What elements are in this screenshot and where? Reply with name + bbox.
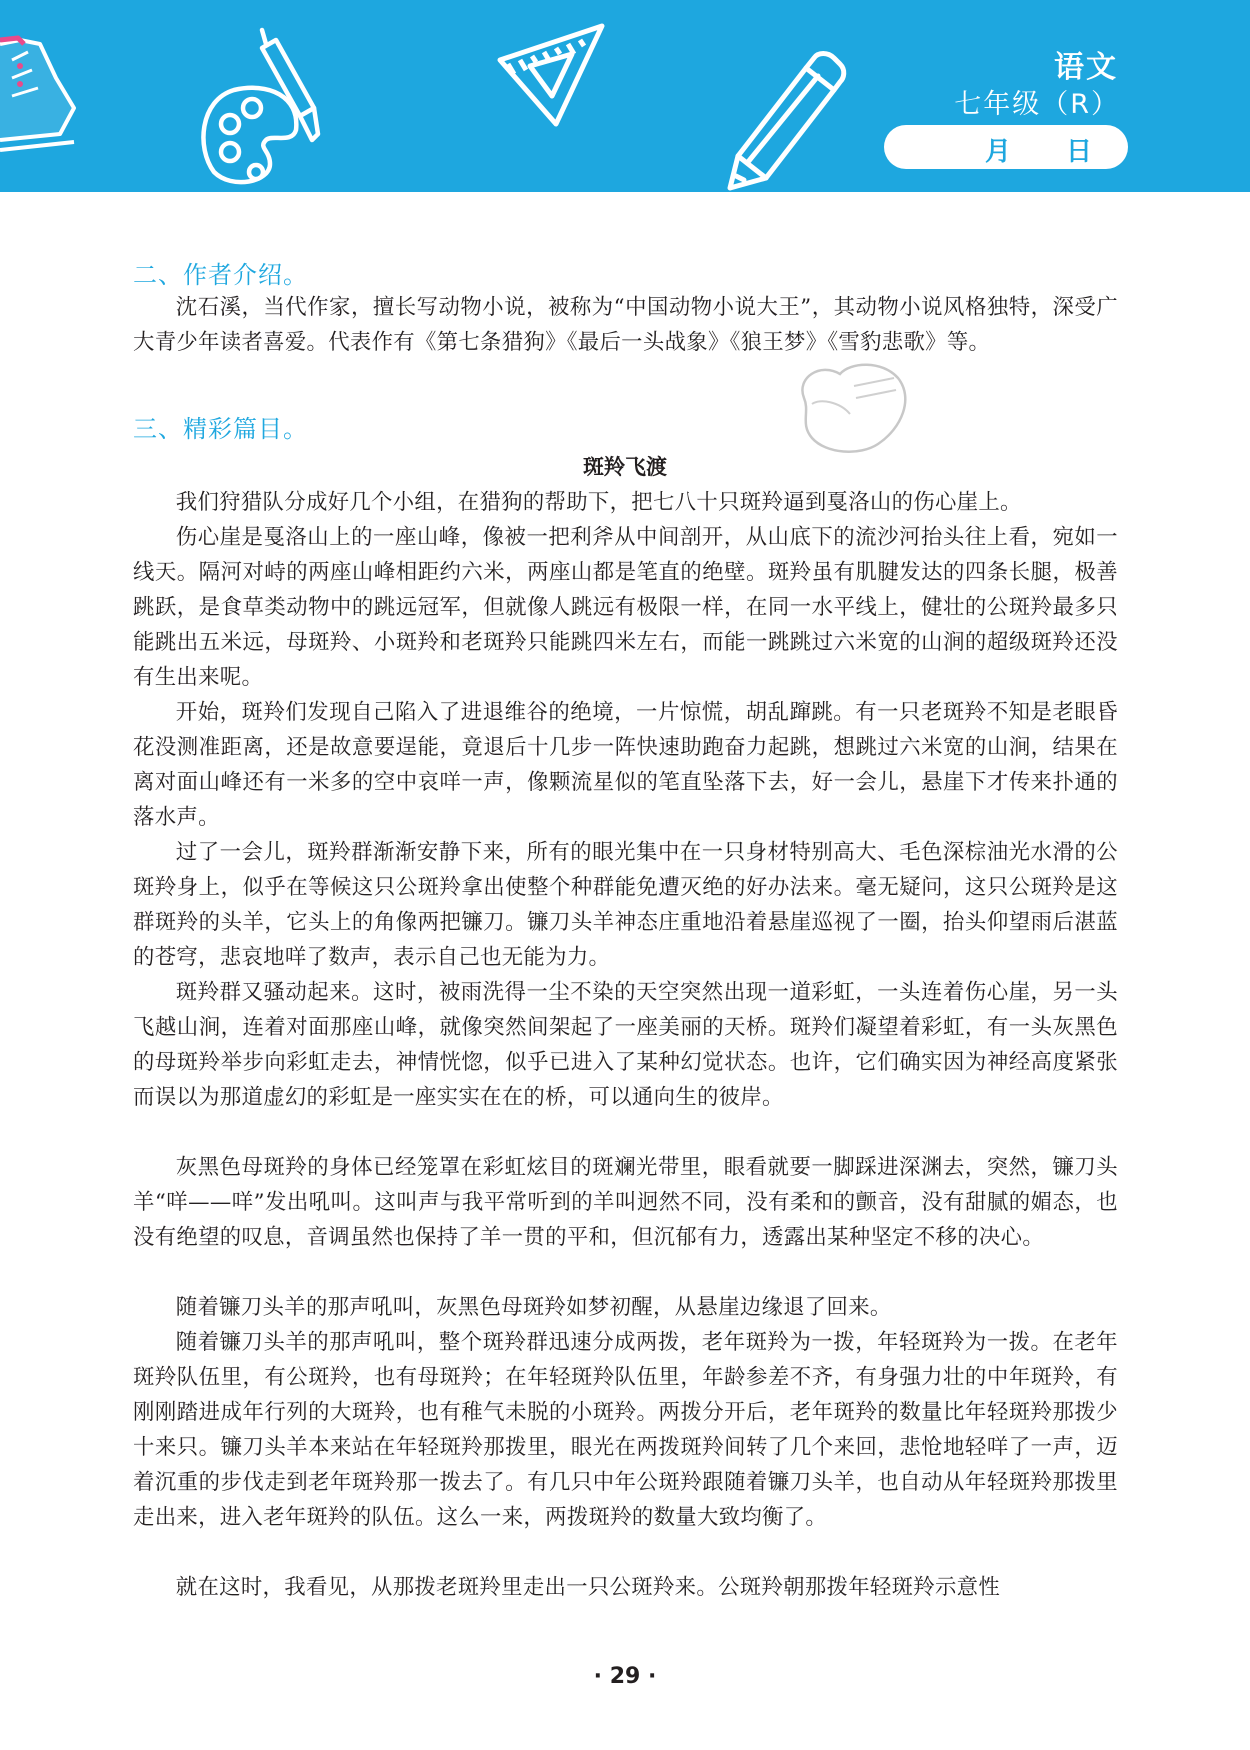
grade-label: 七年级（R） bbox=[954, 89, 1120, 120]
watermark-stamp bbox=[790, 358, 920, 458]
story-paragraph: 随着镰刀头羊的那声吼叫，整个斑羚群迅速分成两拨，老年斑羚为一拨，年轻斑羚为一拨。在老年斑羚队伍里，有公斑羚，也有母斑羚；在年轻斑羚队伍里，年龄参差不齐，有身强力壮的中年斑羚，有刚刚踏进成年行列的大斑羚，也有稚气未脱的小斑羚。两拨分开后，老年斑羚的数量比年轻斑羚那拨少十来只。镰刀头羊本来站在年轻斑羚那拨里，眼光在两拨斑羚间转了几个来回，悲怆地轻咩了一声，迈着沉重的步伐走到老年斑羚那一拨去了。有几只中年公斑羚跟随着镰刀头羊，也自动从年轻斑羚那拨里走出来，进入老年斑羚的队伍。这么一来，两拨斑羚的数量大致均衡了。 bbox=[133, 1330, 1118, 1530]
section-heading-excerpt: 三、精彩篇目。 bbox=[133, 415, 308, 443]
date-day-label: 日 bbox=[1066, 137, 1093, 167]
author-intro-paragraph: 沈石溪，当代作家，擅长写动物小说，被称为“中国动物小说大王”，其动物小说风格独特，深受广大青少年读者喜爱。代表作有《第七条猎狗》《最后一头战象》《狼王梦》《雪豹悲歌》等。 bbox=[133, 295, 1118, 355]
story-paragraph: 开始，斑羚们发现自己陷入了进退维谷的绝境，一片惊慌，胡乱蹿跳。有一只老斑羚不知是老眼昏花没测准距离，还是故意要逞能，竟退后十几步一阵快速助跑奋力起跳，想跳过六米宽的山涧，结果在离对面山峰还有一米多的空中哀咩一声，像颗流星似的笔直坠落下去，好一会儿，悬崖下才传来扑通的落水声。 bbox=[133, 700, 1118, 830]
story-paragraph: 随着镰刀头羊的那声吼叫，灰黑色母斑羚如梦初醒，从悬崖边缘退了回来。 bbox=[175, 1295, 892, 1320]
story-paragraph: 灰黑色母斑羚的身体已经笼罩在彩虹炫目的斑斓光带里，眼看就要一脚踩进深渊去，突然，镰刀头羊“咩——咩”发出吼叫。这叫声与我平常听到的羊叫迥然不同，没有柔和的颤音，没有甜腻的媚态，也没有绝望的叹息，音调虽然也保持了羊一贯的平和，但沉郁有力，透露出某种坚定不移的决心。 bbox=[133, 1155, 1118, 1250]
header-banner bbox=[0, 0, 1250, 192]
subject-label: 语文 bbox=[1054, 50, 1118, 85]
brush-icon bbox=[262, 30, 318, 140]
story-paragraph: 过了一会儿，斑羚群渐渐安静下来，所有的眼光集中在一只身材特别高大、毛色深棕油光水滑的公斑羚身上，似乎在等候这只公斑羚拿出使整个种群能免遭灭绝的好办法来。毫无疑问，这只公斑羚是这群斑羚的头羊，它头上的角像两把镰刀。镰刀头羊神态庄重地沿着悬崖巡视了一圈，抬头仰望雨后湛蓝的苍穹，悲哀地咩了数声，表示自己也无能为力。 bbox=[133, 840, 1118, 970]
story-paragraph: 我们狩猎队分成好几个小组，在猎狗的帮助下，把七八十只斑羚逼到戛洛山的伤心崖上。 bbox=[175, 490, 1022, 515]
story-paragraph: 斑羚群又骚动起来。这时，被雨洗得一尘不染的天空突然出现一道彩虹，一头连着伤心崖，另一头飞越山涧，连着对面那座山峰，就像突然间架起了一座美丽的天桥。斑羚们凝望着彩虹，有一头灰黑色的母斑羚举步向彩虹走去，神情恍惚，似乎已进入了某种幻觉状态。也许，它们确实因为神经高度紧张而误以为那道虚幻的彩虹是一座实实在在的桥，可以通向生的彼岸。 bbox=[133, 980, 1118, 1110]
pencil-icon bbox=[730, 54, 844, 189]
ice-skate-icon bbox=[0, 38, 74, 150]
date-month-label: 月 bbox=[985, 137, 1012, 167]
story-paragraph: 就在这时，我看见，从那拨老斑羚里走出一只公斑羚来。公斑羚朝那拨年轻斑羚示意性 bbox=[175, 1575, 1001, 1600]
palette-icon bbox=[203, 88, 296, 182]
section-heading-author: 二、作者介绍。 bbox=[133, 261, 308, 289]
story-paragraph: 伤心崖是戛洛山上的一座山峰，像被一把利斧从中间剖开，从山底下的流沙河抬头往上看，宛如一线天。隔河对峙的两座山峰相距约六米，两座山都是笔直的绝壁。斑羚虽有肌腱发达的四条长腿，极善跳跃，是食草类动物中的跳远冠军，但就像人跳远有极限一样，在同一水平线上，健壮的公斑羚最多只能跳出五米远，母斑羚、小斑羚和老斑羚只能跳四米左右，而能一跳跳过六米宽的山涧的超级斑羚还没有生出来呢。 bbox=[133, 525, 1118, 690]
page-number: · 29 · bbox=[593, 1664, 657, 1689]
set-square-icon bbox=[500, 26, 602, 124]
story-title: 斑羚飞渡 bbox=[583, 455, 667, 479]
